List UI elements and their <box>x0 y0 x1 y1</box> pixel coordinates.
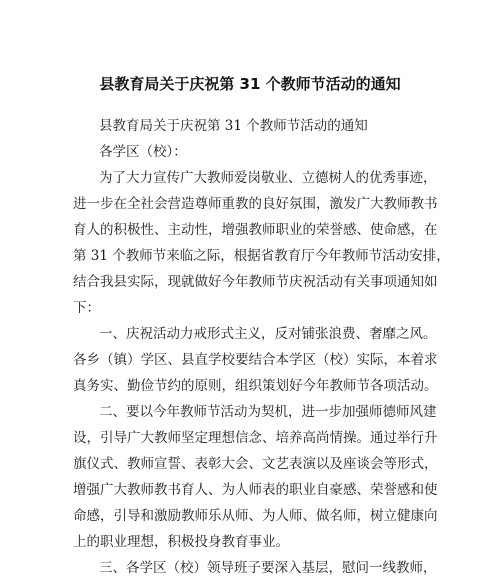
body-line-p2-2: 各乡（镇）学区、县直学校要结合本学区（校）实际，本着求 <box>73 352 438 368</box>
body-line-subtitle: 县教育局关于庆祝第 31 个教师节活动的通知 <box>99 118 368 134</box>
body-line-p1-1: 为了大力宣传广大教师爱岗敬业、立德树人的优秀事迹， <box>99 170 437 186</box>
body-line-p3-5: 命感，引导和激励教师乐从师、为人师、做名师，树立健康向 <box>73 508 438 524</box>
body-line-salutation: 各学区（校）： <box>99 144 187 160</box>
body-line-p2-1: 一、庆祝活动力戒形式主义，反对铺张浪费、奢靡之风。 <box>99 326 437 342</box>
body-line-p3-6: 上的职业理想，积极投身教育事业。 <box>73 534 289 550</box>
body-line-p2-3: 真务实、勤俭节约的原则，组织策划好今年教师节各项活动。 <box>73 378 438 394</box>
body-line-p1-5: 结合我县实际，现就做好今年教师节庆祝活动有关事项通知如 <box>73 274 438 290</box>
body-line-p1-4: 第 31 个教师节来临之际，根据省教育厅今年教师节活动安排， <box>73 248 450 264</box>
document-title: 县教育局关于庆祝第 31 个教师节活动的通知 <box>99 75 401 93</box>
body-line-p3-3: 旗仪式、教师宣誓、表彰大会、文艺表演以及座谈会等形式， <box>73 456 438 472</box>
body-line-p1-2: 进一步在全社会营造尊师重教的良好氛围，激发广大教师教书 <box>73 196 438 212</box>
body-line-p1-3: 育人的积极性、主动性，增强教师职业的荣誉感、使命感，在 <box>73 222 438 238</box>
body-line-p3-2: 设，引导广大教师坚定理想信念、培养高尚情操。通过举行升 <box>73 430 438 446</box>
body-line-p4-1: 三、各学区（校）领导班子要深入基层，慰问一线教师， <box>99 560 437 576</box>
body-line-p1-6: 下： <box>73 300 100 316</box>
body-line-p3-1: 二、要以今年教师节活动为契机，进一步加强师德师风建 <box>99 404 437 420</box>
body-line-p3-4: 增强广大教师教书育人、为人师表的职业自豪感、荣誉感和使 <box>73 482 438 498</box>
